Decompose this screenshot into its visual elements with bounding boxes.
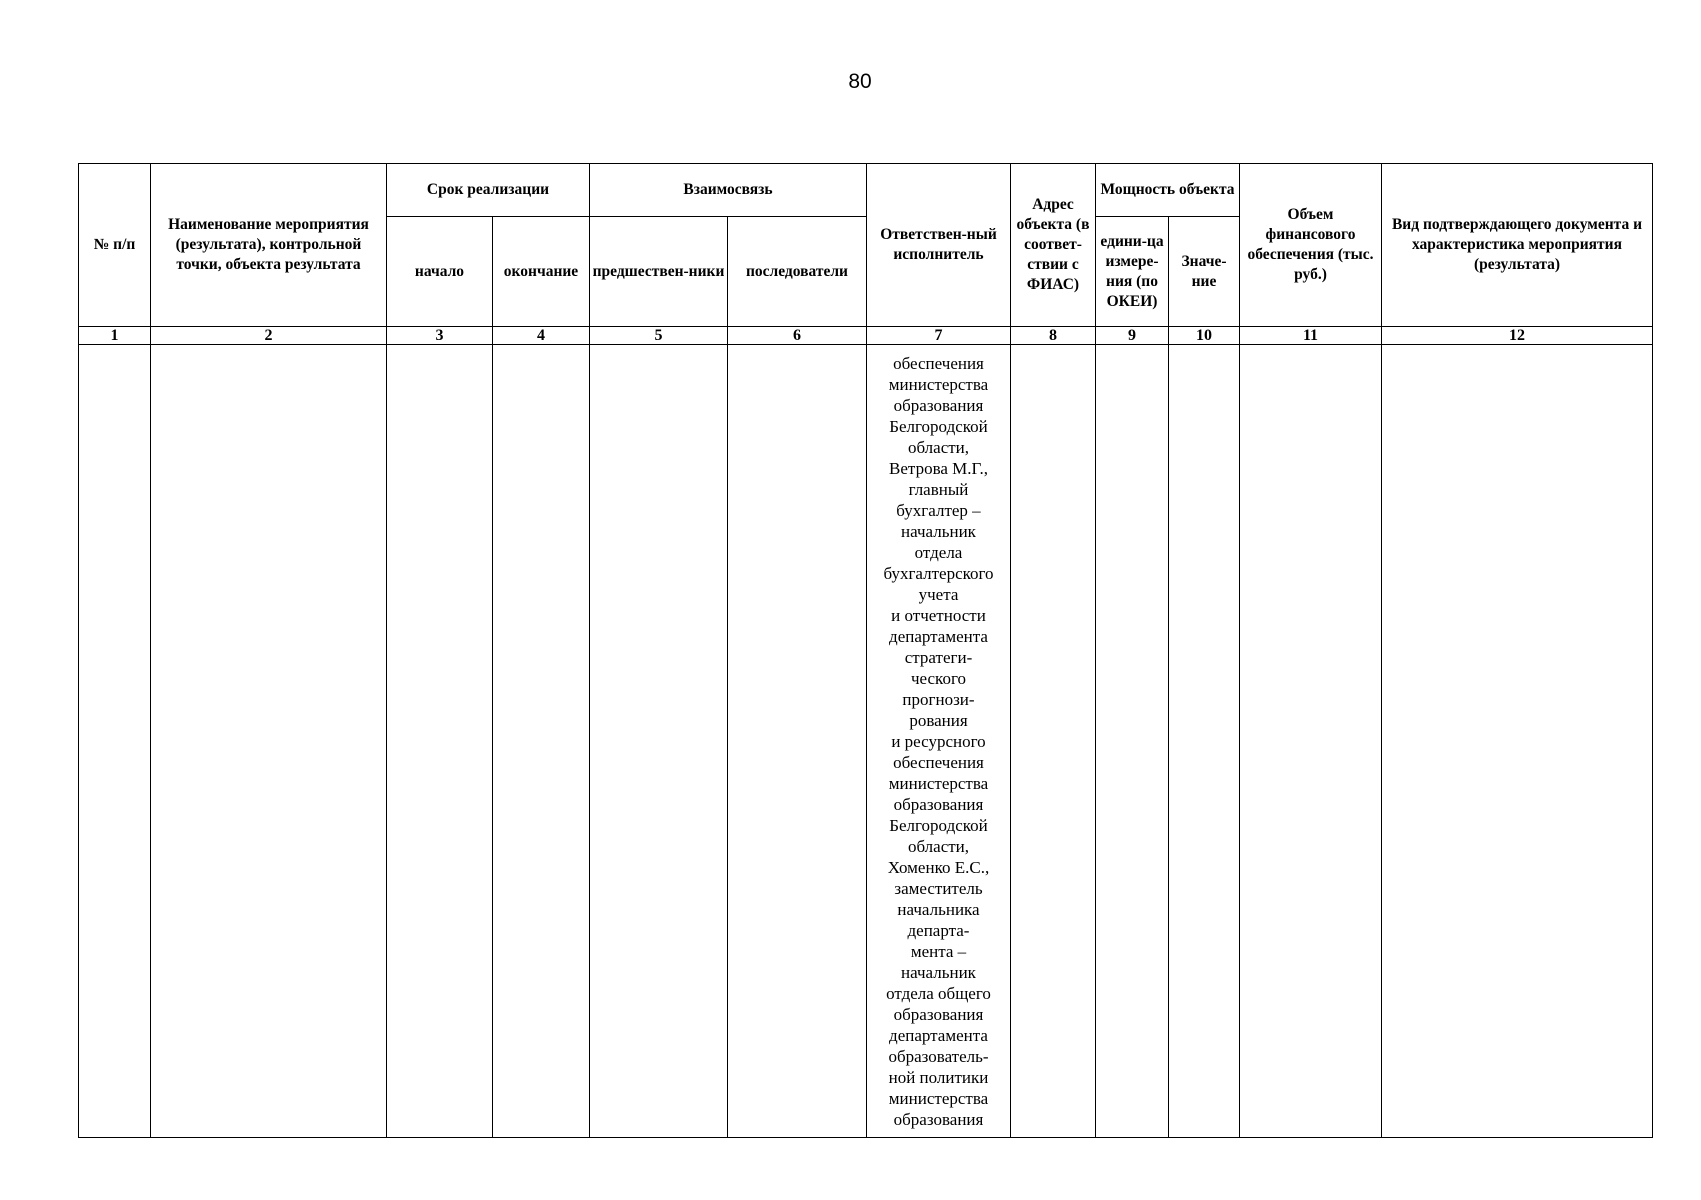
responsible-line: и отчетности: [891, 605, 986, 625]
column-number: 8: [1011, 327, 1096, 345]
responsible-line: Белгородской: [889, 416, 988, 436]
cell-num: [79, 345, 151, 1138]
responsible-line: заместитель: [894, 878, 983, 898]
header-relation: Взаимосвязь: [590, 164, 867, 217]
responsible-line: образования: [893, 1109, 984, 1129]
responsible-line: прогнози-: [902, 689, 975, 709]
responsible-line: обеспечения: [893, 353, 984, 373]
responsible-line: главный: [908, 479, 969, 499]
responsible-line: министерства: [888, 374, 989, 394]
responsible-line: Ветрова М.Г.,: [889, 458, 988, 478]
header-unit: едини-ца измере-ния (по ОКЕИ): [1096, 217, 1169, 327]
column-number: 5: [590, 327, 728, 345]
header-successors: последователи: [728, 217, 867, 327]
column-number: 4: [493, 327, 590, 345]
plan-table: [78, 163, 1653, 1138]
responsible-line: стратеги-: [904, 647, 973, 667]
responsible-line: министерства: [888, 773, 989, 793]
responsible-line: департамента: [889, 626, 988, 646]
responsible-line: учета: [918, 584, 959, 604]
responsible-line: области,: [907, 836, 970, 856]
responsible-line: Белгородской: [889, 815, 988, 835]
responsible-line: области,: [907, 437, 970, 457]
responsible-line: отдела: [914, 542, 963, 562]
column-number: 7: [867, 327, 1011, 345]
responsible-line: начальник: [901, 521, 976, 541]
column-number: 10: [1169, 327, 1240, 345]
header-address: Адрес объекта (в соответ-ствии с ФИАС): [1011, 164, 1096, 327]
responsible-line: обеспечения: [893, 752, 984, 772]
responsible-line: бухгалтерского: [883, 563, 994, 583]
responsible-line: бухгалтер –: [896, 500, 981, 520]
header-period-start: начало: [387, 217, 493, 327]
responsible-line: мента –: [910, 941, 967, 961]
cell-period-end: [493, 345, 590, 1138]
cell-address: [1011, 345, 1096, 1138]
column-number: 11: [1240, 327, 1382, 345]
responsible-line: департа-: [907, 920, 970, 940]
column-number: 2: [151, 327, 387, 345]
cell-successors: [728, 345, 867, 1138]
cell-name: [151, 345, 387, 1138]
responsible-line: отдела общего: [886, 983, 991, 1003]
responsible-line: образования: [893, 1004, 984, 1024]
column-number: 6: [728, 327, 867, 345]
cell-value: [1169, 345, 1240, 1138]
column-number-row: [79, 327, 1653, 345]
column-number: 3: [387, 327, 493, 345]
responsible-line: образователь-: [888, 1046, 989, 1066]
responsible-line: министерства: [888, 1088, 989, 1108]
cell-period-start: [387, 345, 493, 1138]
responsible-line: образования: [893, 794, 984, 814]
responsible-line: образования: [893, 395, 984, 415]
responsible-line: Хоменко Е.С.,: [887, 857, 990, 877]
header-capacity: Мощность объекта: [1096, 164, 1240, 217]
cell-finance: [1240, 345, 1382, 1138]
responsible-line: начальника: [897, 899, 980, 919]
header-responsible: Ответствен-ный исполнитель: [867, 164, 1011, 327]
responsible-line: и ресурсного: [891, 731, 986, 751]
cell-predecessors: [590, 345, 728, 1138]
header-predecessors: предшествен-ники: [590, 217, 728, 327]
header-finance: Объем финансового обеспечения (тыс. руб.): [1240, 164, 1382, 327]
column-number: 1: [79, 327, 151, 345]
responsible-line: начальник: [901, 962, 976, 982]
cell-responsible: [867, 345, 1011, 1138]
responsible-line: ной политики: [888, 1067, 989, 1087]
header-period-end: окончание: [493, 217, 590, 327]
column-number: 12: [1382, 327, 1653, 345]
responsible-line: ческого: [910, 668, 966, 688]
header-period: Срок реализации: [387, 164, 590, 217]
responsible-line: рования: [909, 710, 968, 730]
page-number: 80: [848, 70, 872, 93]
header-value: Значе-ние: [1169, 217, 1240, 327]
cell-doc-type: [1382, 345, 1653, 1138]
header-doc-type: Вид подтверждающего документа и характеристика мероприятия (результата): [1382, 164, 1653, 327]
header-row-top: [79, 164, 1653, 217]
header-name: Наименование мероприятия (результата), контрольной точки, объекта результата: [151, 164, 387, 327]
responsible-line: департамента: [889, 1025, 988, 1045]
cell-unit: [1096, 345, 1169, 1138]
responsible-text: [869, 353, 1008, 1130]
header-num: № п/п: [79, 164, 151, 327]
table-row: [79, 345, 1653, 1138]
column-number: 9: [1096, 327, 1169, 345]
